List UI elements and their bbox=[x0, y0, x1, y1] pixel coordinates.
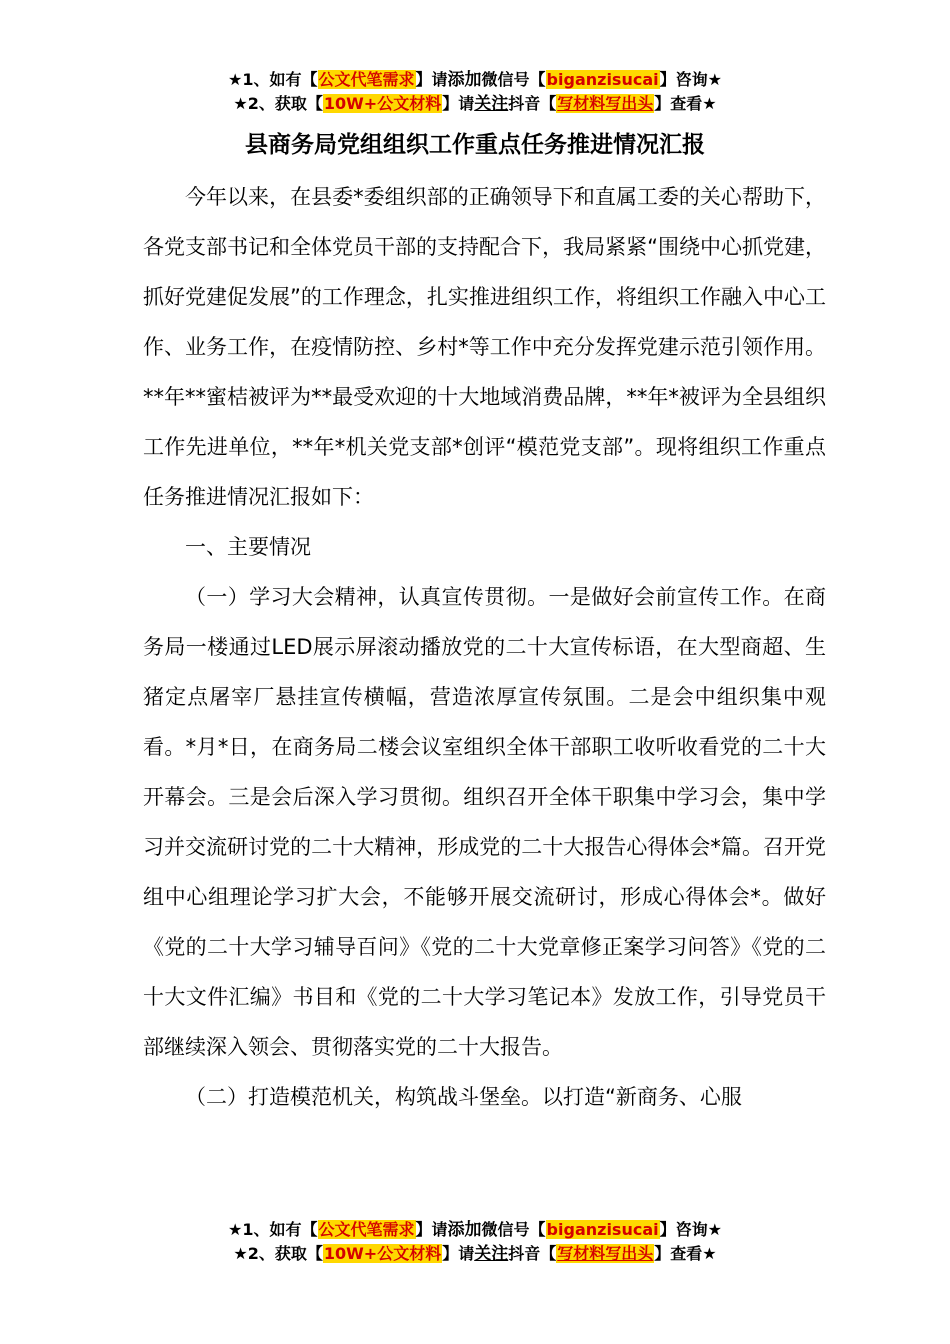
promo-text: 抖音【 bbox=[508, 94, 557, 113]
paragraph-intro: 今年以来，在县委*委组织部的正确领导下和直属工委的关心帮助下，各党支部书记和全体党员干部的支持配合下，我局紧紧“围绕中心抓党建，抓好党建促发展”的工作理念，扎实推进组织工作，将组织工作融入中心工作、业务工作，在疫情防控、乡村*等工作中充分发挥党建示范引领作用。**年**蜜桔被评为**最受欢迎的十大地域消费品牌，**年*被评为全县组织工作先进单位，**年*机关党支部*创评“模范党支部”。现将组织工作重点任务推进情况汇报如下： bbox=[143, 185, 826, 509]
promo-text: ★1、如有【 bbox=[228, 70, 318, 89]
promo-banner-top bbox=[0, 68, 950, 116]
promo-highlight: 10W+公文材料 bbox=[323, 1244, 442, 1263]
promo-text: 】请 bbox=[415, 1220, 448, 1239]
promo-emphasis: 添加 bbox=[447, 70, 482, 90]
promo-highlight: 写材料写出头 bbox=[557, 94, 654, 113]
promo-text: 】查看★ bbox=[654, 94, 717, 113]
promo-line-1 bbox=[0, 1218, 950, 1242]
promo-emphasis: 关注 bbox=[474, 94, 509, 114]
document-title: 县商务局党组组织工作重点任务推进情况汇报 bbox=[245, 132, 705, 158]
document-body bbox=[143, 172, 826, 1122]
promo-text: 】查看★ bbox=[654, 1244, 717, 1263]
promo-highlight: biganzisucai bbox=[546, 70, 659, 89]
promo-line-1 bbox=[0, 68, 950, 92]
promo-line-2 bbox=[0, 1242, 950, 1266]
promo-highlight: 公文代笔需求 bbox=[318, 70, 415, 89]
paragraph-study: （一）学习大会精神，认真宣传贯彻。一是做好会前宣传工作。在商务局一楼通过LED展示屏滚动播放党的二十大宣传标语，在大型商超、生猪定点屠宰厂悬挂宣传横幅，营造浓厚宣传氛围。二是会中组织集中观看。*月*日，在商务局二楼会议室组织全体干部职工收听收看党的二十大开幕会。三是会后深入学习贯彻。组织召开全体干职集中学习会，集中学习并交流研讨党的二十大精神，形成党的二十大报告心得体会*篇。召开党组中心组理论学习扩大会，不能够开展交流研讨，形成心得体会*。做好《党的二十大学习辅导百问》《党的二十大党章修正案学习问答》《党的二十大文件汇编》书目和《党的二十大学习笔记本》发放工作，引导党员干部继续深入领会、贯彻落实党的二十大报告。 bbox=[143, 585, 826, 1059]
promo-highlight: 公文代笔需求 bbox=[318, 1220, 415, 1239]
section-heading: 一、主要情况 bbox=[185, 535, 311, 559]
promo-highlight: 10W+公文材料 bbox=[323, 94, 442, 113]
promo-text: 】请 bbox=[415, 70, 448, 89]
promo-text: 】咨询★ bbox=[659, 1220, 722, 1239]
promo-text: 微信号【 bbox=[481, 70, 546, 89]
promo-text: 抖音【 bbox=[508, 1244, 557, 1263]
promo-text: ★1、如有【 bbox=[228, 1220, 318, 1239]
promo-text: 】咨询★ bbox=[659, 70, 722, 89]
promo-banner-bottom bbox=[0, 1218, 950, 1266]
promo-line-2 bbox=[0, 92, 950, 116]
promo-emphasis: 添加 bbox=[447, 1220, 482, 1240]
paragraph-model-organ: （二）打造模范机关，构筑战斗堡垒。以打造“新商务、心服 bbox=[185, 1085, 742, 1109]
promo-text: 】请 bbox=[442, 94, 475, 113]
promo-emphasis: 关注 bbox=[474, 1244, 509, 1264]
promo-text: 微信号【 bbox=[481, 1220, 546, 1239]
promo-highlight: 写材料写出头 bbox=[557, 1244, 654, 1263]
promo-highlight: biganzisucai bbox=[546, 1220, 659, 1239]
promo-text: ★2、获取【 bbox=[233, 94, 323, 113]
promo-text: ★2、获取【 bbox=[233, 1244, 323, 1263]
promo-text: 】请 bbox=[442, 1244, 475, 1263]
